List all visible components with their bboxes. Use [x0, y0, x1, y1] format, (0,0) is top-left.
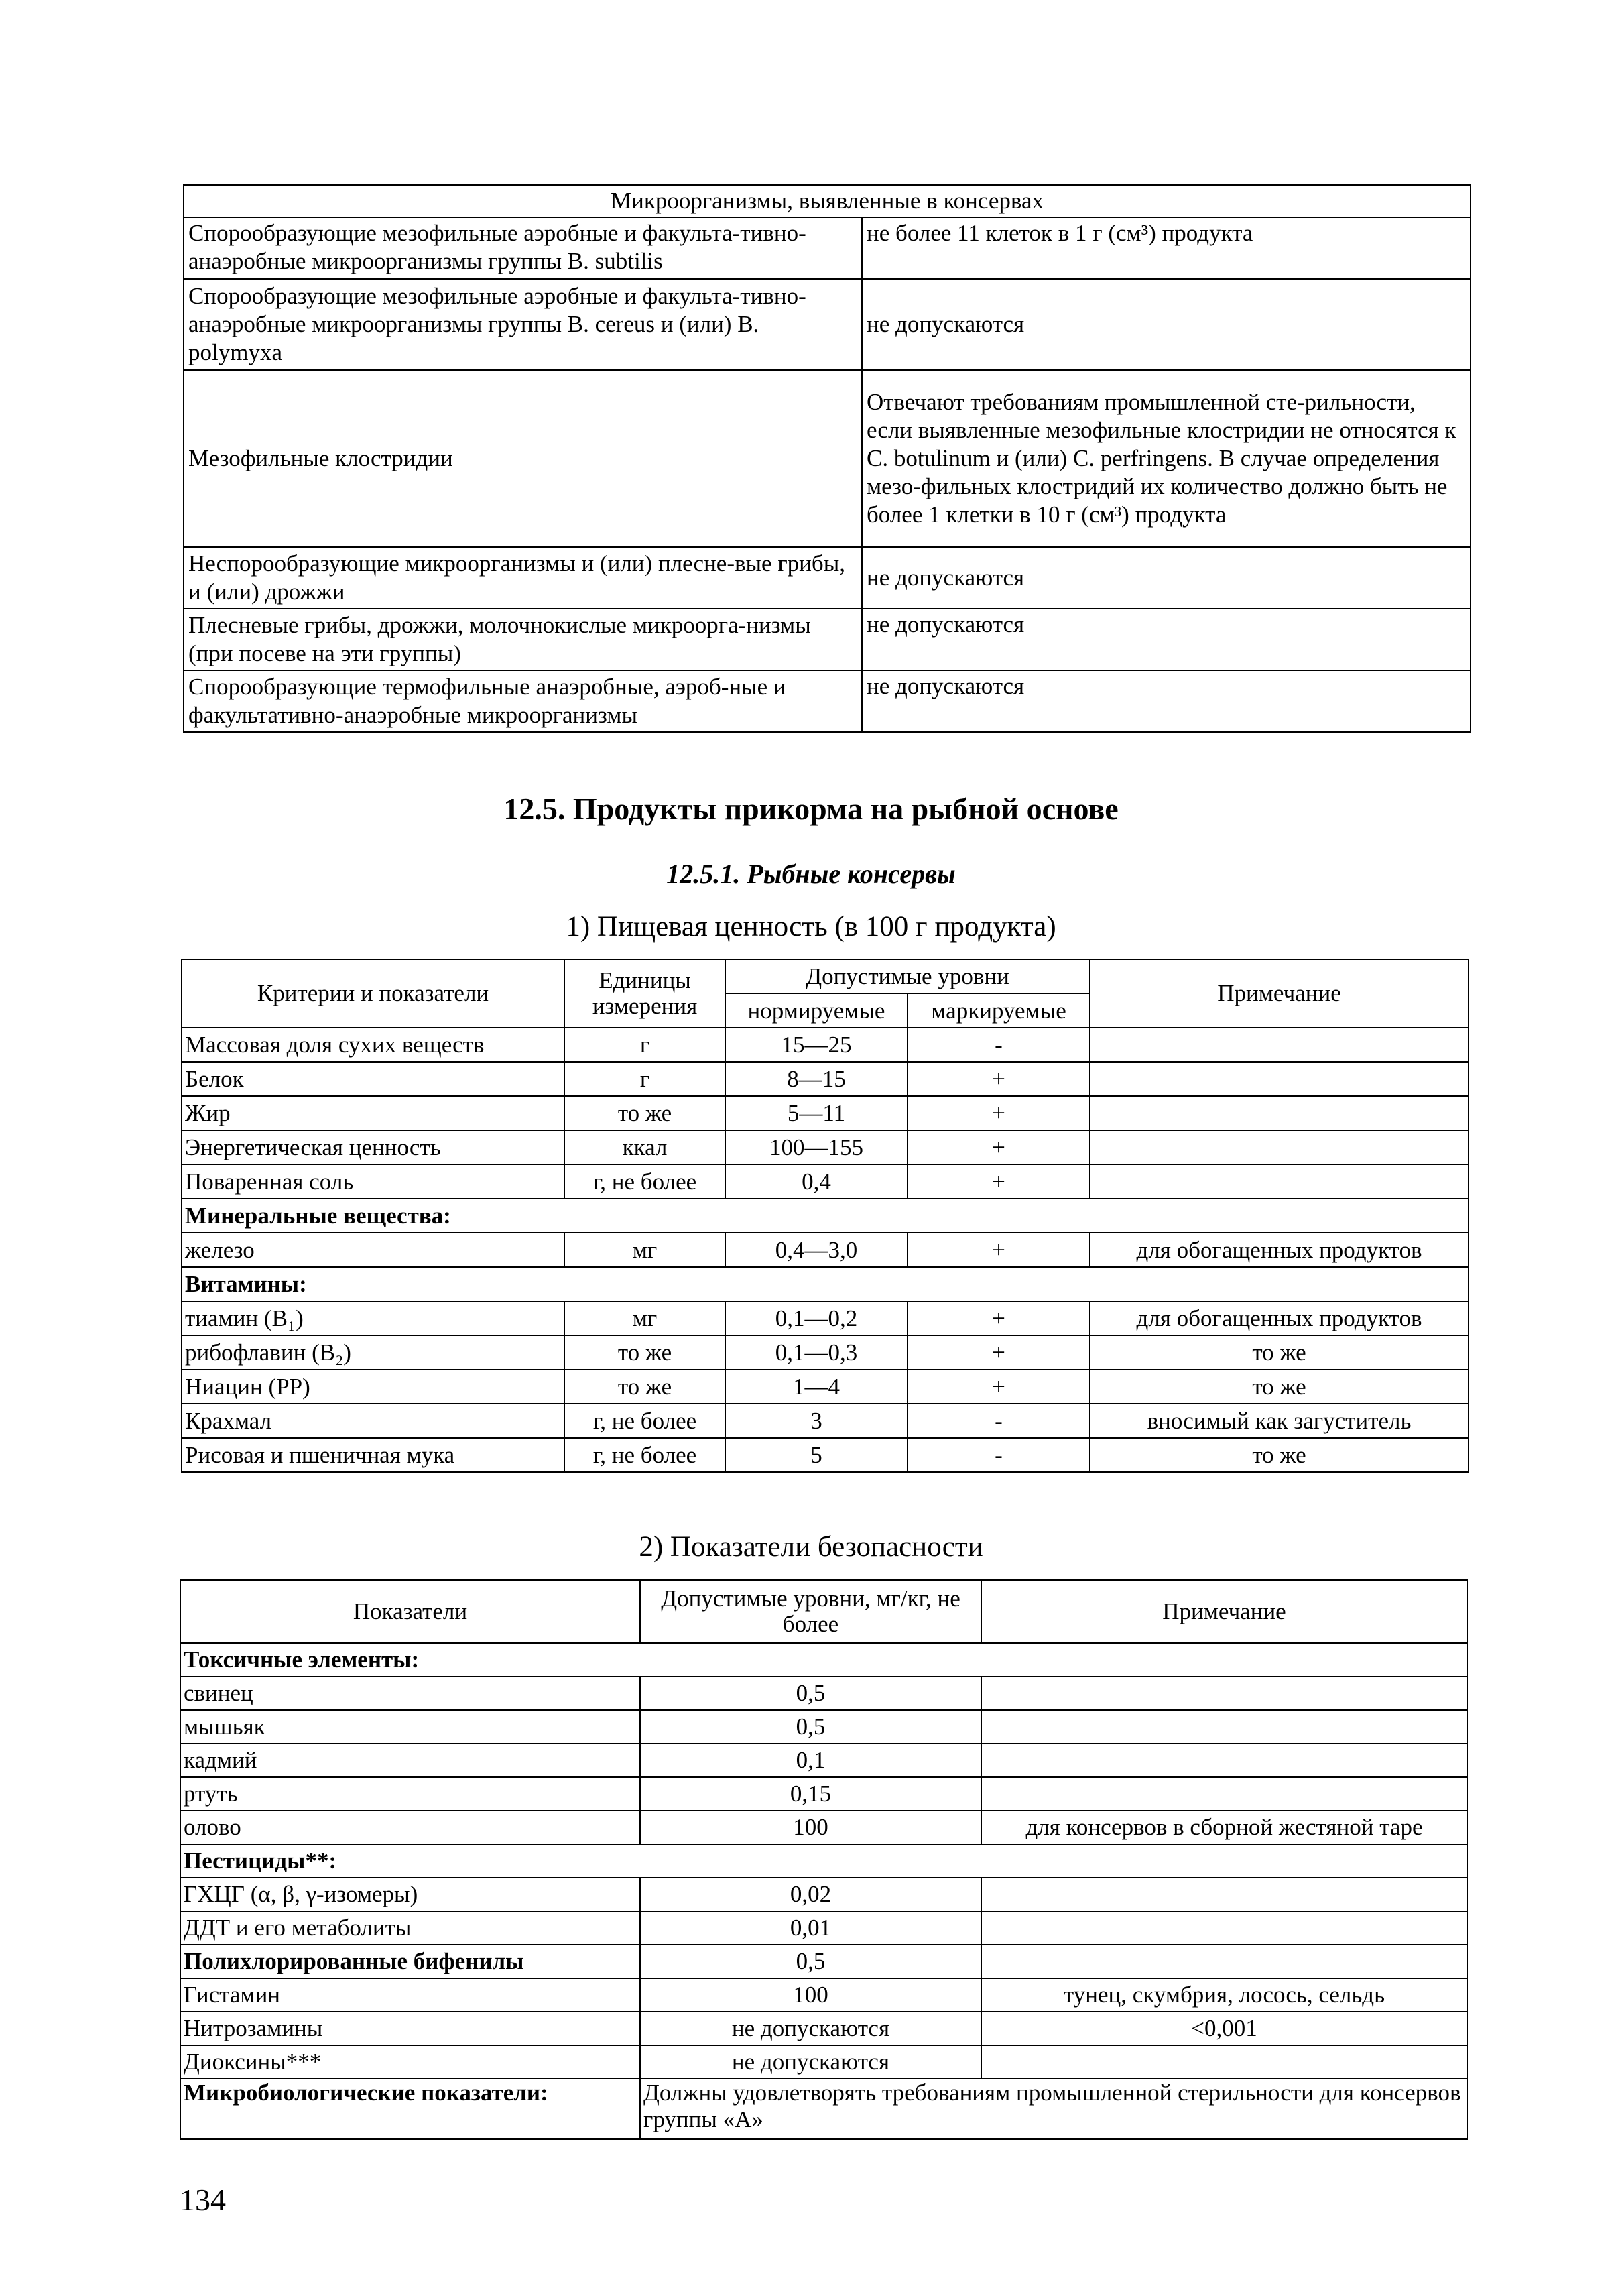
table-row	[180, 1811, 1467, 1844]
row-note	[1090, 1096, 1469, 1130]
row-unit: мг	[564, 1233, 725, 1267]
table-row	[184, 547, 1471, 609]
row-note: <0,001	[981, 2012, 1467, 2045]
section-title: 12.5. Продукты прикорма на рыбной основе	[503, 792, 1119, 826]
row-mark: +	[908, 1164, 1090, 1199]
row-norm: 5—11	[725, 1096, 908, 1130]
row-label: Неспорообразующие микроорганизмы и (или) плесне-вые грибы, и (или) дрожжи	[184, 547, 862, 609]
table-row	[182, 1301, 1469, 1335]
row-note: для обогащенных продуктов	[1090, 1301, 1469, 1335]
row-label: Диоксины***	[180, 2045, 640, 2079]
table-row	[184, 670, 1471, 732]
row-label: Гистамин	[180, 1978, 640, 2012]
row-note	[1090, 1164, 1469, 1199]
table-row	[180, 2079, 1467, 2139]
table-row	[180, 1677, 1467, 1710]
row-unit: то же	[564, 1096, 725, 1130]
row-norm: 15—25	[725, 1028, 908, 1062]
row-mark: +	[908, 1130, 1090, 1164]
row-mark: -	[908, 1438, 1090, 1472]
row-label: Спорообразующие мезофильные аэробные и факульта-тивно-анаэробные микроорганизмы группы B. cereus и (или) B. polymyxa	[184, 279, 862, 370]
row-mark: +	[908, 1301, 1090, 1335]
row-label: олово	[180, 1811, 640, 1844]
row-mark: +	[908, 1062, 1090, 1096]
row-label: ГХЦГ (α, β, γ-изомеры)	[180, 1878, 640, 1911]
row-note	[981, 1744, 1467, 1777]
header-levels: Допустимые уровни	[725, 959, 1090, 993]
row-level: 0,15	[640, 1777, 981, 1811]
row-note	[1090, 1130, 1469, 1164]
row-label: Ниацин (PP)	[182, 1370, 564, 1404]
row-label: Нитрозамины	[180, 2012, 640, 2045]
row-mark: +	[908, 1096, 1090, 1130]
row-norm: 0,1—0,2	[725, 1301, 908, 1335]
row-label: мышьяк	[180, 1710, 640, 1744]
header-normed: нормируемые	[725, 993, 908, 1028]
table-row	[182, 1233, 1469, 1267]
header-name: Показатели	[180, 1580, 640, 1643]
row-unit: мг	[564, 1301, 725, 1335]
row-note: то же	[1090, 1438, 1469, 1472]
table-row	[184, 609, 1471, 670]
table-row	[184, 217, 1471, 279]
row-unit: то же	[564, 1370, 725, 1404]
table-header: Микроорганизмы, выявленные в консервах	[184, 185, 1471, 217]
table-row	[180, 1978, 1467, 2012]
row-note	[1090, 1028, 1469, 1062]
row-norm: 0,4	[725, 1164, 908, 1199]
row-level: 0,1	[640, 1744, 981, 1777]
row-unit: г, не более	[564, 1404, 725, 1438]
row-note	[981, 1710, 1467, 1744]
row-label: Массовая доля сухих веществ	[182, 1028, 564, 1062]
row-level: 100	[640, 1811, 981, 1844]
table-row	[182, 1062, 1469, 1096]
row-note: для консервов в сборной жестяной таре	[981, 1811, 1467, 1844]
group-header-toxic: Токсичные элементы:	[180, 1643, 1467, 1677]
row-mark: +	[908, 1233, 1090, 1267]
header-level: Допустимые уровни, мг/кг, не более	[640, 1580, 981, 1643]
table-row	[180, 1878, 1467, 1911]
row-label: Крахмал	[182, 1404, 564, 1438]
row-value: не более 11 клеток в 1 г (см³) продукта	[862, 217, 1471, 279]
table-row	[182, 1028, 1469, 1062]
safety-table	[180, 1579, 1468, 2140]
row-label: Рисовая и пшеничная мука	[182, 1438, 564, 1472]
subsection-title: 12.5.1. Рыбные консервы	[666, 859, 956, 889]
row-level: не допускаются	[640, 2045, 981, 2079]
group-header-pesticides: Пестициды**:	[180, 1844, 1467, 1878]
row-label: тиамин (B₁)	[182, 1301, 564, 1335]
row-note	[981, 2045, 1467, 2079]
nutrition-table	[181, 959, 1469, 1473]
row-norm: 100—155	[725, 1130, 908, 1164]
row-mark: -	[908, 1028, 1090, 1062]
table-row	[182, 1370, 1469, 1404]
table-row	[180, 1710, 1467, 1744]
row-unit: г	[564, 1062, 725, 1096]
row-label: железо	[182, 1233, 564, 1267]
row-note: то же	[1090, 1335, 1469, 1370]
row-mark: -	[908, 1404, 1090, 1438]
row-unit: ккал	[564, 1130, 725, 1164]
page-number: 134	[180, 2183, 226, 2217]
row-level: 0,02	[640, 1878, 981, 1911]
row-mark: +	[908, 1370, 1090, 1404]
row-note	[981, 1878, 1467, 1911]
row-note: вносимый как загуститель	[1090, 1404, 1469, 1438]
row-label: Мезофильные клостридии	[184, 370, 862, 547]
table-row	[182, 1335, 1469, 1370]
row-value: не допускаются	[862, 547, 1471, 609]
row-label: Жир	[182, 1096, 564, 1130]
row-mark: +	[908, 1335, 1090, 1370]
header-labeled: маркируемые	[908, 993, 1090, 1028]
row-norm: 0,4—3,0	[725, 1233, 908, 1267]
table-row	[180, 1945, 1467, 1978]
row-label: свинец	[180, 1677, 640, 1710]
row-label: Поваренная соль	[182, 1164, 564, 1199]
row-note	[981, 1945, 1467, 1978]
microorganisms-table	[183, 184, 1471, 733]
row-level: 100	[640, 1978, 981, 2012]
row-value: Должны удовлетворять требованиям промышленной стерильности для консервов группы «А»	[640, 2079, 1467, 2139]
row-note: тунец, скумбрия, лосось, сельдь	[981, 1978, 1467, 2012]
row-note	[981, 1777, 1467, 1811]
row-label: Спорообразующие мезофильные аэробные и факульта-тивно-анаэробные микроорганизмы группы B. subtilis	[184, 217, 862, 279]
row-level: не допускаются	[640, 2012, 981, 2045]
row-label: Спорообразующие термофильные анаэробные, аэроб-ные и факультативно-анаэробные микроорганизмы	[184, 670, 862, 732]
row-level: 0,5	[640, 1710, 981, 1744]
row-label: кадмий	[180, 1744, 640, 1777]
row-level: 0,01	[640, 1911, 981, 1945]
row-unit: г, не более	[564, 1164, 725, 1199]
row-level: 0,5	[640, 1945, 981, 1978]
nutrition-table-title: 1) Пищевая ценность (в 100 г продукта)	[566, 911, 1056, 943]
row-note	[1090, 1062, 1469, 1096]
row-label: Полихлорированные бифенилы	[180, 1945, 640, 1978]
row-note	[981, 1911, 1467, 1945]
row-unit: г	[564, 1028, 725, 1062]
row-norm: 1—4	[725, 1370, 908, 1404]
row-level: 0,5	[640, 1677, 981, 1710]
table-row	[180, 2012, 1467, 2045]
row-label: рибофлавин (B₂)	[182, 1335, 564, 1370]
row-label: ДДТ и его метаболиты	[180, 1911, 640, 1945]
row-norm: 0,1—0,3	[725, 1335, 908, 1370]
table-row	[184, 370, 1471, 547]
row-note: то же	[1090, 1370, 1469, 1404]
row-value: не допускаются	[862, 609, 1471, 670]
row-value: не допускаются	[862, 279, 1471, 370]
header-criteria: Критерии и показатели	[182, 959, 564, 1028]
row-norm: 8—15	[725, 1062, 908, 1096]
table-row	[182, 1096, 1469, 1130]
group-header-vitamins: Витамины:	[182, 1267, 1469, 1301]
table-row	[182, 1164, 1469, 1199]
safety-table-title: 2) Показатели безопасности	[639, 1531, 983, 1563]
row-unit: г, не более	[564, 1438, 725, 1472]
row-value: не допускаются	[862, 670, 1471, 732]
row-norm: 5	[725, 1438, 908, 1472]
table-row	[180, 2045, 1467, 2079]
table-row	[180, 1911, 1467, 1945]
table-row	[184, 279, 1471, 370]
header-units: Единицы измерения	[564, 959, 725, 1028]
table-row	[182, 1404, 1469, 1438]
table-row	[180, 1744, 1467, 1777]
row-value: Отвечают требованиям промышленной сте-рильности, если выявленные мезофильные клостридии не относятся к C. botulinum и (или) C. perfringens. В случае определения мезо-фильных клостридий их количество должно быть не более 1 клетки в 10 г (см³) продукта	[862, 370, 1471, 547]
row-note	[981, 1677, 1467, 1710]
row-label: Белок	[182, 1062, 564, 1096]
row-label: Микробиологические показатели:	[180, 2079, 640, 2139]
row-label: Энергетическая ценность	[182, 1130, 564, 1164]
row-note: для обогащенных продуктов	[1090, 1233, 1469, 1267]
row-label: Плесневые грибы, дрожжи, молочнокислые микроорга-низмы (при посеве на эти группы)	[184, 609, 862, 670]
row-label: ртуть	[180, 1777, 640, 1811]
header-note: Примечание	[1090, 959, 1469, 1028]
header-note: Примечание	[981, 1580, 1467, 1643]
table-row	[180, 1777, 1467, 1811]
table-row	[182, 1130, 1469, 1164]
row-norm: 3	[725, 1404, 908, 1438]
table-row	[182, 1438, 1469, 1472]
group-header-minerals: Минеральные вещества:	[182, 1199, 1469, 1233]
row-unit: то же	[564, 1335, 725, 1370]
